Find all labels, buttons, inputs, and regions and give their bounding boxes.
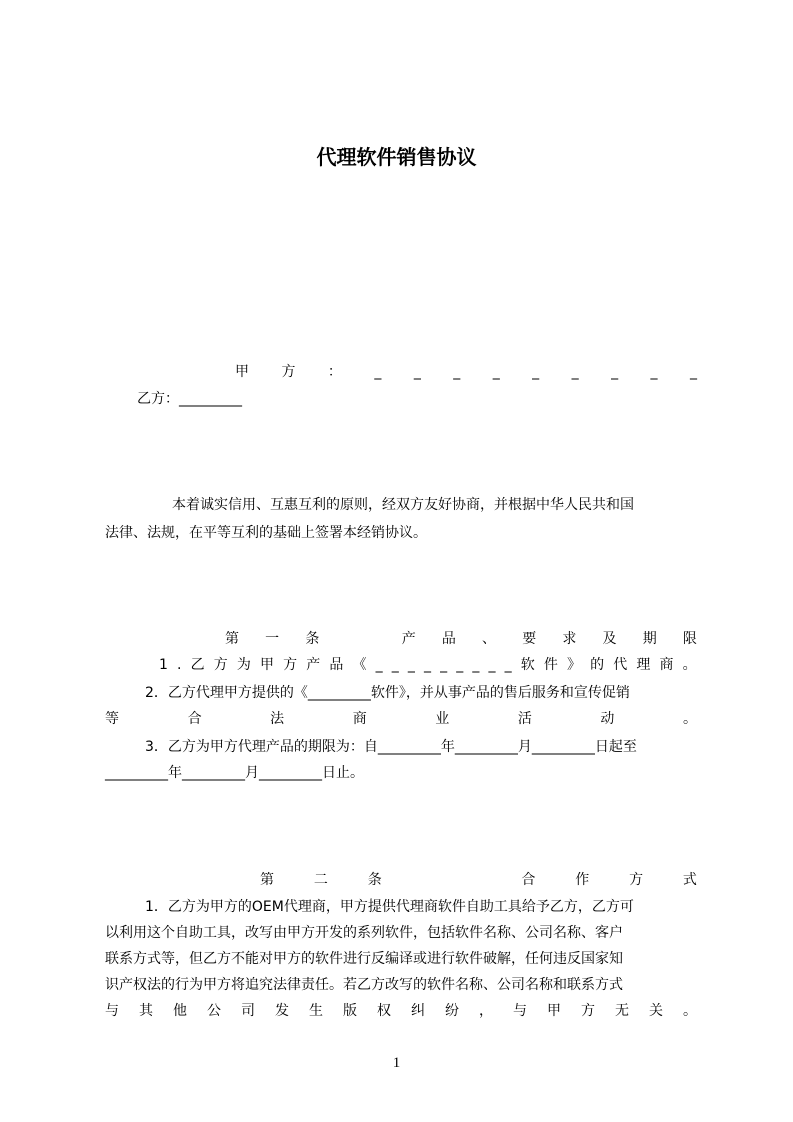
clause-char: _ xyxy=(375,657,383,673)
clause-char: 。 xyxy=(682,711,697,727)
heading-char: 第 xyxy=(260,872,274,888)
preamble-line: 本着诚实信用、互惠互利的原则，经双方友好协商，并根据中华人民共和国 xyxy=(172,497,634,513)
clause-char: 公 xyxy=(207,1003,221,1019)
article-2-clause-1: 1．乙方为甲方的OEM代理商，甲方提供代理商软件自助工具给予乙方，乙方可 xyxy=(145,899,634,915)
clause-char: 合 xyxy=(187,711,202,727)
clause-char: . xyxy=(177,657,182,673)
clause-char: 为 xyxy=(236,657,251,673)
clause-char: 代 xyxy=(613,657,628,673)
clause-char: 理 xyxy=(636,657,651,673)
heading-char: 期 xyxy=(642,631,657,647)
page-number: 1 xyxy=(392,1055,401,1071)
clause-char: 与 xyxy=(105,1003,119,1019)
clause-char: 甲 xyxy=(547,1003,561,1019)
clause-char: _ xyxy=(440,657,448,673)
clause-char: _ xyxy=(424,657,431,673)
clause-char: 无 xyxy=(615,1003,629,1019)
article-2-clause-1-cont: 联系方式等，但乙方不能对甲方的软件进行反编译或进行软件破解，任何违反国家知 xyxy=(105,951,623,967)
clause-char: 发 xyxy=(275,1003,289,1019)
heading-char: 求 xyxy=(562,631,577,647)
article-1-clause-2: 2．乙方代理甲方提供的《_________软件》，并从事产品的售后服务和宣传促销 xyxy=(145,685,630,701)
clause-char: _ xyxy=(472,657,480,673)
clause-char: 业 xyxy=(435,711,450,727)
heading-char: 一 xyxy=(265,631,280,647)
party-b-line: 乙方：_________ xyxy=(137,391,242,407)
heading-char: 方 xyxy=(629,872,644,888)
heading-char: 第 xyxy=(225,631,239,647)
party-a-blank: _ xyxy=(374,364,382,380)
clause-char: 法 xyxy=(270,711,285,727)
clause-char: 版 xyxy=(343,1003,357,1019)
clause-char: 他 xyxy=(173,1003,187,1019)
clause-char: 件 xyxy=(543,657,558,673)
heading-char: 二 xyxy=(313,872,328,888)
party-a-label-char: 甲 xyxy=(235,364,249,380)
clause-char: 方 xyxy=(581,1003,595,1019)
clause-char: 软 xyxy=(520,657,535,673)
clause-char: _ xyxy=(488,657,496,673)
article-1-clause-3-cont: _________年_________月_________日止。 xyxy=(105,765,364,781)
heading-char: 条 xyxy=(367,872,382,888)
heading-char: 及 xyxy=(602,631,617,647)
clause-char: _ xyxy=(407,657,415,673)
party-a-label-char: ： xyxy=(327,364,342,380)
party-a-blank: _ xyxy=(689,364,697,380)
clause-char: _ xyxy=(391,657,399,673)
heading-char: 作 xyxy=(575,872,590,888)
clause-char: 方 xyxy=(283,657,298,673)
article-2-clause-1-cont: 以利用这个自助工具，改写由甲方开发的系列软件，包括软件名称、公司名称、客户 xyxy=(105,925,623,941)
clause-char: 其 xyxy=(139,1003,153,1019)
heading-char: 品 xyxy=(441,631,456,647)
heading-char: 要 xyxy=(522,631,537,647)
clause-char: 与 xyxy=(513,1003,527,1019)
clause-char: 品 xyxy=(329,657,344,673)
clause-char: 纠 xyxy=(411,1003,425,1019)
preamble-line: 法律、法规，在平等互利的基础上签署本经销协议。 xyxy=(105,525,427,541)
party-a-blank: _ xyxy=(650,364,658,380)
clause-char: 。 xyxy=(682,657,697,673)
party-a-label-char: 方 xyxy=(281,364,296,380)
article-1-heading xyxy=(225,628,697,650)
party-a-blank: _ xyxy=(532,364,540,380)
clause-char: 商 xyxy=(352,711,367,727)
clause-char: 产 xyxy=(306,657,321,673)
clause-char: 方 xyxy=(213,657,228,673)
clause-char: 动 xyxy=(600,711,615,727)
clause-char: 司 xyxy=(241,1003,255,1019)
heading-char: 限 xyxy=(682,631,697,647)
article-2-clause-1-cont: 识产权法的行为甲方将追究法律责任。若乙方改写的软件名称、公司名称和联系方式 xyxy=(105,977,623,993)
clause-char: 关 xyxy=(649,1003,663,1019)
clause-char: 活 xyxy=(517,711,532,727)
clause-char: 甲 xyxy=(260,657,274,673)
clause-char: 等 xyxy=(105,711,119,727)
clause-char: 《 xyxy=(352,657,367,673)
article-1-clause-2-cont xyxy=(105,708,697,730)
clause-char: 的 xyxy=(590,657,605,673)
clause-char: 权 xyxy=(377,1003,391,1019)
article-1-clause-1 xyxy=(159,654,697,676)
party-a-blank: _ xyxy=(413,364,421,380)
party-a-blank: _ xyxy=(492,364,500,380)
party-a-blank: _ xyxy=(453,364,461,380)
clause-char: _ xyxy=(456,657,464,673)
clause-char: 生 xyxy=(309,1003,323,1019)
heading-char: 合 xyxy=(521,872,536,888)
clause-char: 乙 xyxy=(190,657,205,673)
party-a-blank: _ xyxy=(571,364,579,380)
clause-char: ， xyxy=(479,1003,493,1019)
clause-char: 纷 xyxy=(445,1003,459,1019)
article-2-heading xyxy=(260,869,697,891)
heading-char: 条 xyxy=(305,631,320,647)
clause-char: 。 xyxy=(683,1003,697,1019)
clause-char: _ xyxy=(504,657,512,673)
heading-char: 产 xyxy=(401,631,416,647)
clause-char: 1 xyxy=(159,657,168,673)
article-1-clause-3: 3．乙方为甲方代理产品的期限为：自_________年_________月_________日起至 xyxy=(145,739,637,755)
article-2-clause-1-last xyxy=(105,1000,697,1022)
party-a-line xyxy=(235,361,697,383)
clause-char: 》 xyxy=(567,657,581,673)
document-title: 代理软件销售协议 xyxy=(316,145,477,169)
clause-char: 商 xyxy=(659,657,674,673)
party-a-blank: _ xyxy=(611,364,619,380)
heading-char: 式 xyxy=(682,872,697,888)
heading-char: 、 xyxy=(482,631,497,647)
